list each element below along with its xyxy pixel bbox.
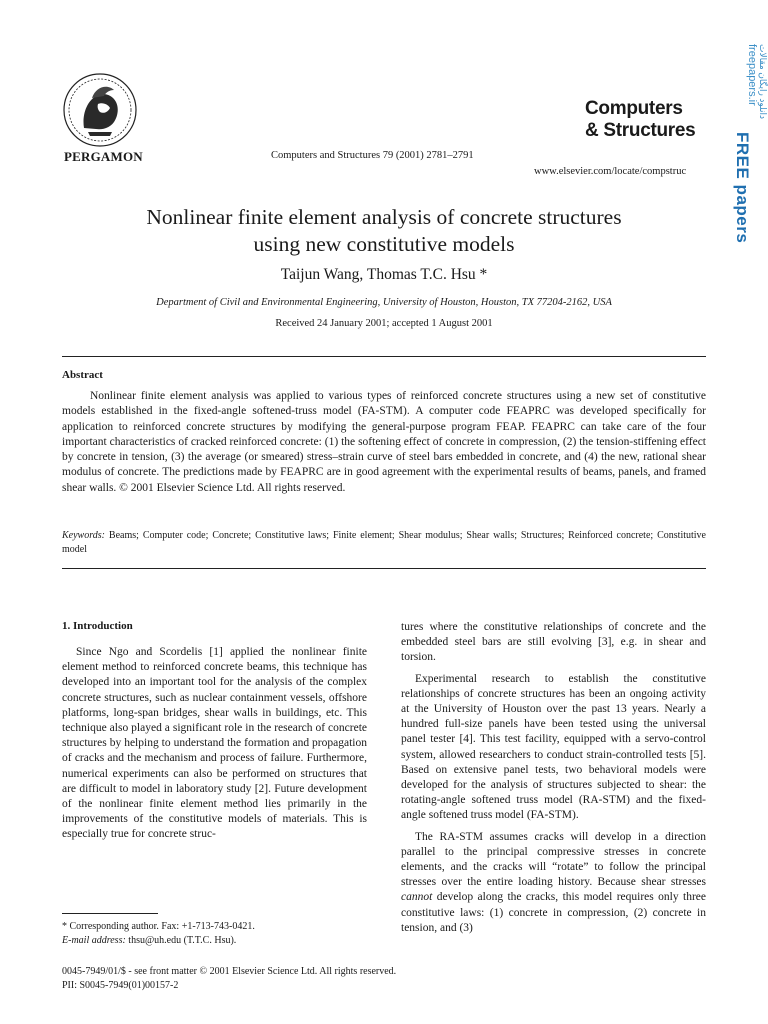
publisher-name: PERGAMON <box>64 149 143 164</box>
pergamon-logo-icon <box>62 72 138 148</box>
abstract-text: Nonlinear finite element analysis was applied to various types of reinforced concrete structures using a new set of constitutive models established in the fixed-angle softened-truss model (FA-STM). A computer code FEAPRC was developed specifically for application to reinforced concrete structures by modifying the general-purpose program FEAP. FEAPRC can take care of the four important characteristics of cracked reinforced concrete: (1) the softening effect of concrete in compression, (2) the tension-stiffening effect by concrete in tension, (3) the average (or smeared) stress–strain curve of steel bars embedded in concrete, and (4) the new, rational shear modulus of concrete. The predictions made by FEAPRC are in good agreement with the experimental results of beams, panels, and framed shear walls. © 2001 Elsevier Science Ltd. All rights reserved. <box>62 390 706 494</box>
divider <box>62 568 706 569</box>
front-matter <box>62 965 662 993</box>
journal-title-line-2: & Structures <box>585 120 696 141</box>
divider <box>62 356 706 357</box>
paper-title-line-1: Nonlinear finite element analysis of concrete structures <box>146 205 622 229</box>
abstract-heading: Abstract <box>62 369 103 381</box>
email-label: E-mail address: <box>62 935 126 946</box>
section-heading: 1. Introduction <box>62 620 133 632</box>
right-column <box>401 620 706 942</box>
keywords-label: Keywords: <box>62 530 105 541</box>
footnote <box>62 920 382 948</box>
journal-title <box>585 98 695 142</box>
journal-url-link[interactable]: www.elsevier.com/locate/compstruc <box>534 166 687 177</box>
email-note <box>62 934 382 948</box>
copyright-line: 0045-7949/01/$ - see front matter © 2001 Elsevier Science Ltd. All rights reserved. <box>62 966 397 977</box>
body-paragraph: Since Ngo and Scordelis [1] applied the nonlinear finite element method to reinforced concrete beams, this technique has developed into an important tool for the analysis of the complex concrete structures, such as nuclear containment vessels, offshore platforms, long-span bridges, shear walls in buildings, etc. This technique also played a significant role in the research of concrete structures by helping to understand the formation and propagation of cracks and the mechanism and process of failure. Furthermore, numerical experiments can also be performed on structures that are difficult to model in laboratory study [2]. Future development of the nonlinear finite element method lies primarily in the improvements of the constitutive models of materials. This is especially true for concrete struc- <box>62 646 367 841</box>
affiliation: Department of Civil and Environmental Engineering, University of Houston, Houston, TX 77204-2162, USA <box>156 297 612 308</box>
footnote-divider <box>62 913 158 914</box>
side-watermark <box>714 40 768 244</box>
journal-citation: Computers and Structures 79 (2001) 2781–2791 <box>271 150 474 161</box>
watermark-persian-text: دانلود رایگان مقالات <box>758 44 768 120</box>
paper-title-line-2: using new constitutive models <box>253 232 515 256</box>
body-paragraph: tures where the constitutive relationships of concrete and the embedded steel bars are still evolving [3], e.g. in shear and torsion. <box>401 621 706 664</box>
journal-title-line-1: Computers <box>585 98 683 119</box>
paper-title <box>40 204 728 258</box>
body-paragraph: Experimental research to establish the constitutive relationships of concrete structures has been an ongoing activity at the University of Houston over the past 13 years. Nearly a hundred full-size panels have been tested using the universal panel tester [4]. This test facility, equipped with a servo-control system, allowed researchers to conduct strain-controlled tests [5]. Based on extensive panel tests, two behavioral models were developed for the analysis of structures subjected to shear: the rotating-angle softened truss model (RA-STM) and the fixed-angle softened truss model (FA-STM). <box>401 672 706 822</box>
left-column <box>62 645 367 849</box>
watermark-site-text: freepapers.ir <box>746 44 758 106</box>
pii-line: PII: S0045-7949(01)00157-2 <box>62 980 179 991</box>
body-text: develop along the cracks, this model requires only three constitutive laws: (1) concrete in compression, (2) concrete in tension, and (3) <box>401 891 706 934</box>
keywords <box>62 529 706 556</box>
email-address: thsu@uh.edu (T.T.C. Hsu). <box>125 935 237 946</box>
emphasis-text: cannot <box>401 891 433 904</box>
keywords-list: Beams; Computer code; Concrete; Constitutive laws; Finite element; Shear modulus; Shear walls; Structures; Reinforced concrete; Constitutive model <box>62 530 706 555</box>
watermark-brand-text: FREE papers <box>733 132 752 244</box>
corresponding-author-note: * Corresponding author. Fax: +1-713-743-0421. <box>62 921 255 932</box>
authors: Taijun Wang, Thomas T.C. Hsu * <box>280 266 488 283</box>
received-dates: Received 24 January 2001; accepted 1 August 2001 <box>275 318 493 329</box>
body-paragraph <box>401 830 706 936</box>
body-text: The RA-STM assumes cracks will develop in a direction parallel to the principal compressive stresses in concrete elements, and the cracks will “rotate” to follow the principal stresses over the entire loading history. Because shear stresses <box>401 830 706 889</box>
